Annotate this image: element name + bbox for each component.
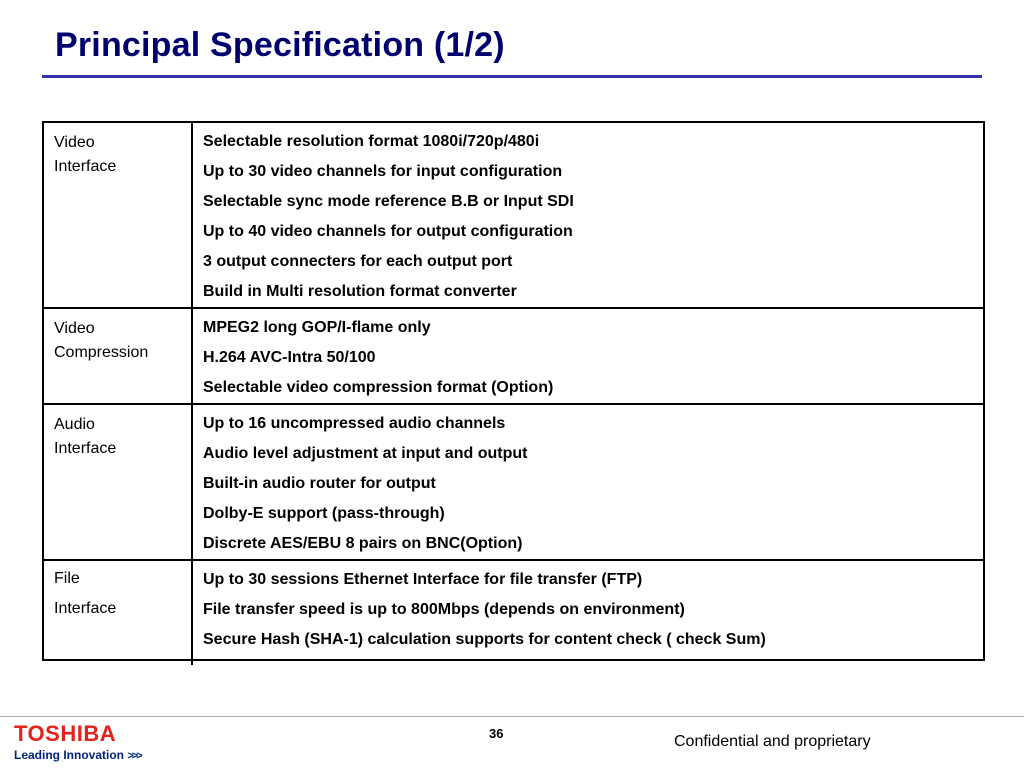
spec-items-cell — [192, 404, 983, 560]
category-cell — [44, 123, 192, 308]
category-cell — [44, 308, 192, 404]
spec-item: Selectable resolution format 1080i/720p/480i — [203, 133, 540, 150]
spec-item: Discrete AES/EBU 8 pairs on BNC(Option) — [203, 535, 523, 552]
spec-items-cell — [192, 308, 983, 404]
table-row — [44, 308, 983, 404]
spec-item: Audio level adjustment at input and output — [203, 445, 528, 462]
spec-item: Up to 30 sessions Ethernet Interface for file transfer (FTP) — [203, 571, 643, 588]
spec-item: Built-in audio router for output — [203, 475, 436, 492]
spec-item: Up to 16 uncompressed audio channels — [203, 415, 506, 432]
page-title: Principal Specification (1/2) — [55, 26, 505, 64]
spec-item: Selectable video compression format (Option) — [203, 379, 554, 396]
page-number: 36 — [489, 726, 504, 741]
toshiba-logo — [14, 723, 141, 764]
category-cell — [44, 560, 192, 665]
spec-item: Secure Hash (SHA-1) calculation supports for content check ( check Sum) — [203, 631, 766, 648]
category-label-line: Audio — [54, 416, 95, 433]
spec-item: H.264 AVC-Intra 50/100 — [203, 349, 376, 366]
spec-item: MPEG2 long GOP/I-flame only — [203, 319, 431, 336]
table-row — [44, 560, 983, 665]
spec-item: Up to 30 video channels for input configuration — [203, 163, 563, 180]
spec-item: Dolby-E support (pass-through) — [203, 505, 445, 522]
category-label-line: File — [54, 570, 80, 587]
spec-item: File transfer speed is up to 800Mbps (depends on environment) — [203, 601, 685, 618]
logo-wordmark: TOSHIBA — [14, 721, 117, 746]
specification-table — [42, 121, 985, 661]
category-label-line: Interface — [54, 600, 117, 617]
category-label-line: Interface — [54, 158, 117, 175]
spec-item: Up to 40 video channels for output configuration — [203, 223, 573, 240]
chevrons-icon: >>> — [127, 750, 141, 762]
table-row — [44, 123, 983, 308]
spec-item: 3 output connecters for each output port — [203, 253, 513, 270]
title-underline — [42, 75, 982, 78]
logo-tagline — [14, 747, 141, 764]
spec-item: Build in Multi resolution format converter — [203, 283, 517, 300]
category-cell — [44, 404, 192, 560]
category-label-line: Compression — [54, 344, 149, 361]
category-label-line: Interface — [54, 440, 117, 457]
category-label-line: Video — [54, 320, 95, 337]
confidentiality-notice: Confidential and proprietary — [674, 733, 871, 750]
spec-items-cell — [192, 123, 983, 308]
footer-divider — [0, 716, 1024, 717]
spec-item: Selectable sync mode reference B.B or Input SDI — [203, 193, 574, 210]
spec-items-cell — [192, 560, 983, 665]
table-row — [44, 404, 983, 560]
tagline-text: Leading Innovation — [14, 748, 124, 762]
category-label-line: Video — [54, 134, 95, 151]
